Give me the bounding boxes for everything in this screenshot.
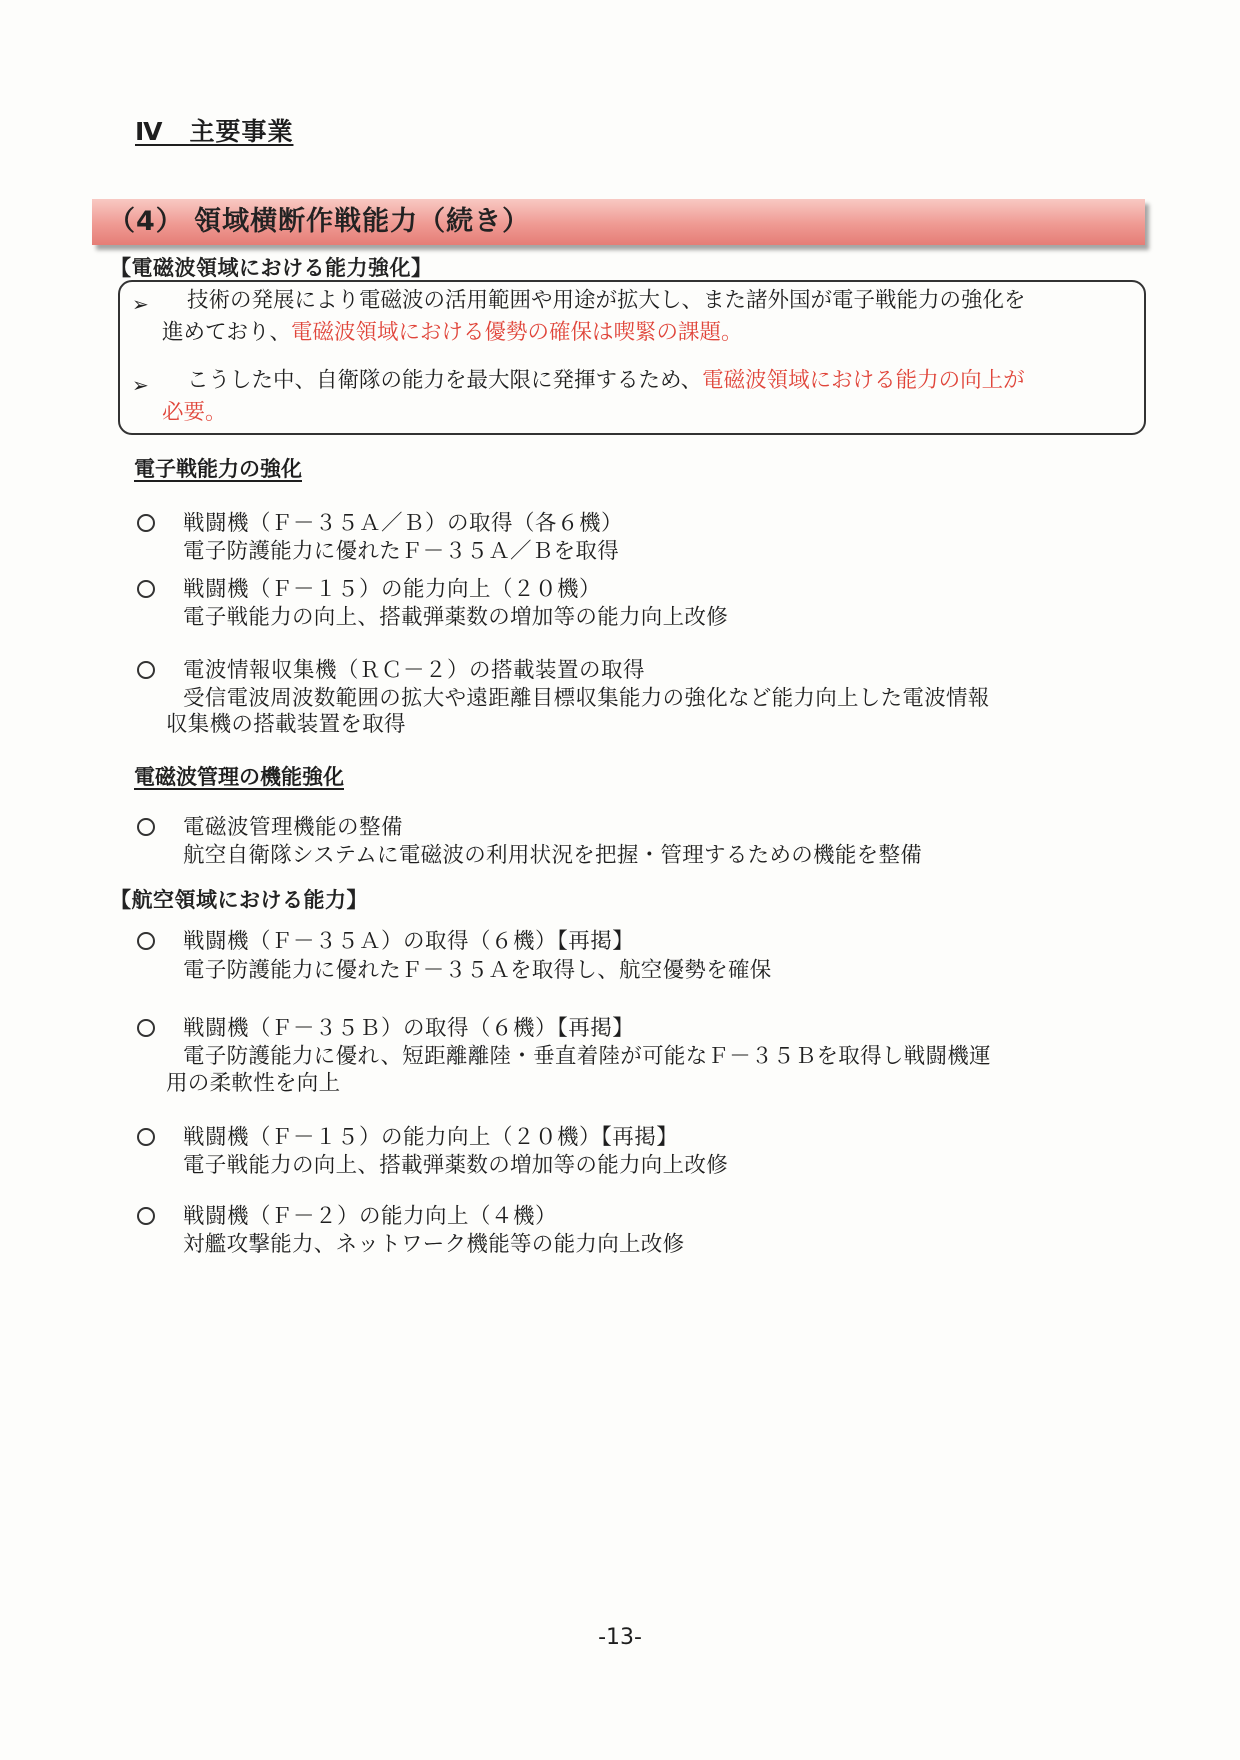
item-title: 戦闘機（Ｆ－２）の能力向上（４機）	[183, 1204, 558, 1229]
page-number: -13-	[598, 1625, 642, 1650]
item-title: 戦闘機（Ｆ－１５）の能力向上（２０機）【再掲】	[183, 1125, 679, 1150]
item-title: 戦闘機（Ｆ－１５）の能力向上（２０機）	[183, 577, 602, 602]
summary-line: 技術の発展により電磁波の活用範囲や用途が拡大し、また諸外国が電子戦能力の強化を	[187, 288, 1026, 313]
circle-bullet-icon	[137, 818, 155, 836]
emphasis-text: 必要。	[162, 400, 227, 425]
subheading-electronic-warfare: 電子戦能力の強化	[134, 457, 302, 481]
summary-line: 進めており、電磁波領域における優勢の確保は喫緊の課題。	[162, 320, 743, 345]
item-description: 電子防護能力に優れたＦ－３５Ａ／Ｂを取得	[183, 539, 620, 564]
item-title: 電波情報収集機（ＲＣ－２）の搭載装置の取得	[183, 658, 646, 683]
item-description: 電子戦能力の向上、搭載弾薬数の増加等の能力向上改修	[183, 605, 729, 630]
item-title: 戦闘機（Ｆ－３５Ｂ）の取得（６機）【再掲】	[183, 1016, 635, 1041]
circle-bullet-icon	[137, 932, 155, 950]
circle-bullet-icon	[137, 1128, 155, 1146]
section-banner: （4） 領域横断作戦能力（続き）	[92, 199, 1145, 245]
arrow-bullet-icon: ➢	[132, 373, 149, 397]
emphasis-text: 電磁波領域における能力の向上が	[702, 368, 1025, 393]
emphasis-text: 電磁波領域における優勢の確保は喫緊の課題。	[291, 320, 743, 345]
item-title: 戦闘機（Ｆ－３５Ａ／Ｂ）の取得（各６機）	[183, 511, 624, 536]
item-title: 電磁波管理機能の整備	[183, 815, 404, 840]
chapter-heading: Ⅳ 主要事業	[135, 117, 294, 146]
item-description: 収集機の搭載装置を取得	[166, 712, 406, 737]
summary-line: こうした中、自衛隊の能力を最大限に発揮するため、電磁波領域における能力の向上が	[187, 368, 1025, 393]
circle-bullet-icon	[137, 1019, 155, 1037]
circle-bullet-icon	[137, 514, 155, 532]
item-description: 用の柔軟性を向上	[166, 1071, 341, 1096]
item-description: 電子防護能力に優れ、短距離離陸・垂直着陸が可能なＦ－３５Ｂを取得し戦闘機運	[183, 1044, 991, 1069]
item-description: 対艦攻撃能力、ネットワーク機能等の能力向上改修	[183, 1232, 685, 1257]
circle-bullet-icon	[137, 1207, 155, 1225]
air-domain-heading: 【航空領域における能力】	[110, 888, 368, 912]
subheading-em-management: 電磁波管理の機能強化	[134, 765, 344, 789]
item-description: 航空自衛隊システムに電磁波の利用状況を把握・管理するための機能を整備	[183, 843, 923, 868]
item-description: 受信電波周波数範囲の拡大や遠距離目標収集能力の強化など能力向上した電波情報	[183, 686, 990, 711]
arrow-bullet-icon: ➢	[132, 292, 149, 316]
item-description: 電子防護能力に優れたＦ－３５Ａを取得し、航空優勢を確保	[183, 958, 772, 983]
circle-bullet-icon	[137, 661, 155, 679]
electromagnetic-domain-heading: 【電磁波領域における能力強化】	[110, 256, 433, 280]
circle-bullet-icon	[137, 580, 155, 598]
item-title: 戦闘機（Ｆ－３５Ａ）の取得（６機）【再掲】	[183, 929, 635, 954]
item-description: 電子戦能力の向上、搭載弾薬数の増加等の能力向上改修	[183, 1153, 729, 1178]
